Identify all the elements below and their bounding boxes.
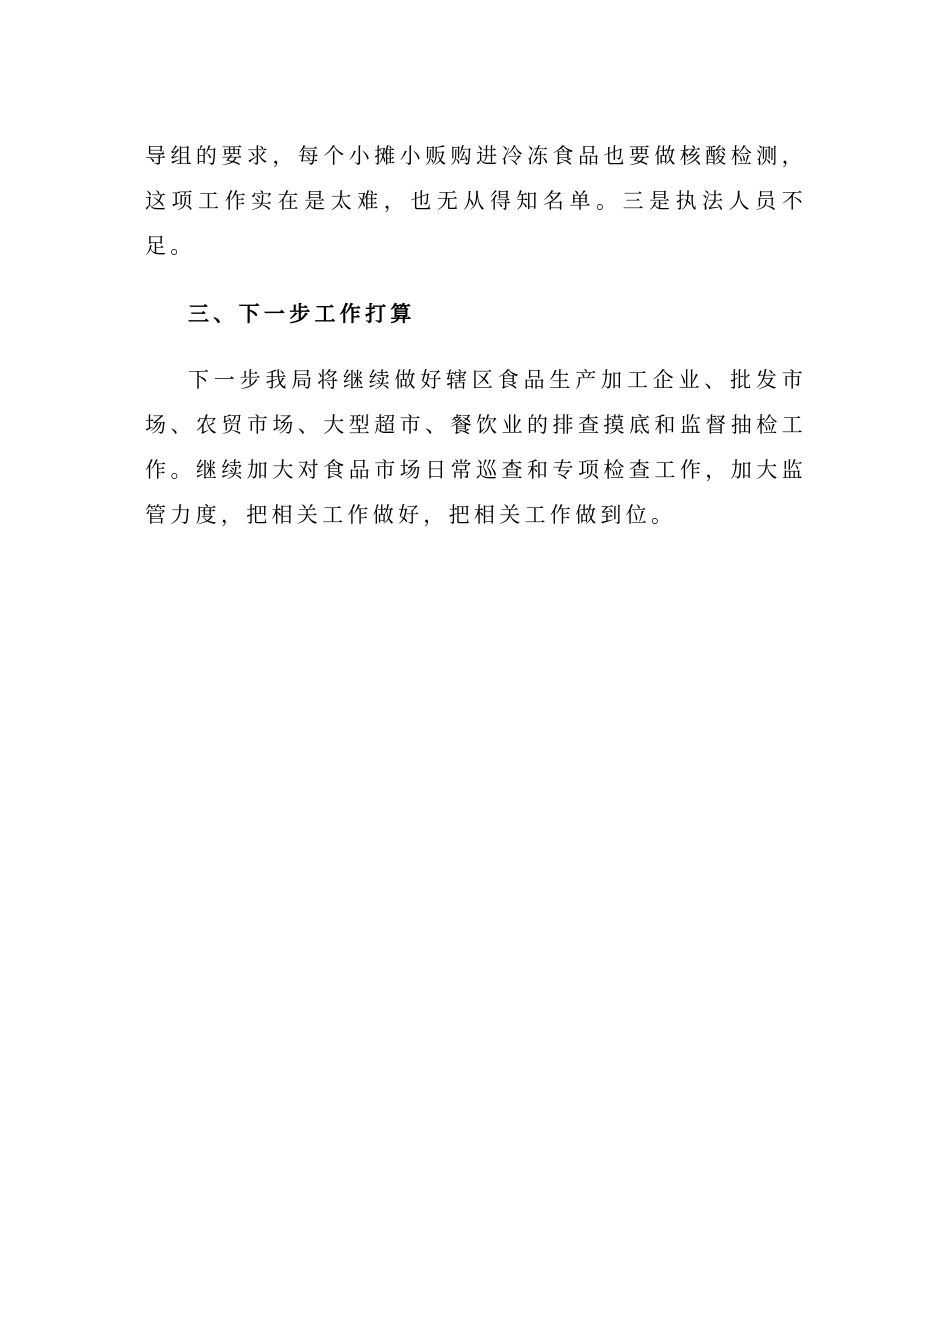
section-heading: 三、下一步工作打算 bbox=[188, 301, 416, 326]
paragraph-continued: 导组的要求，每个小摊小贩购进冷冻食品也要做核酸检测，这项工作实在是太难，也无从得知名单。三是执法人员不足。 bbox=[145, 144, 807, 258]
document-body bbox=[145, 134, 807, 538]
paragraph-next-steps: 下一步我局将继续做好辖区食品生产加工企业、批发市场、农贸市场、大型超市、餐饮业的排查摸底和监督抽检工作。继续加大对食品市场日常巡查和专项检查工作，加大监管力度，把相关工作做好，把相关工作做到位。 bbox=[145, 368, 807, 527]
